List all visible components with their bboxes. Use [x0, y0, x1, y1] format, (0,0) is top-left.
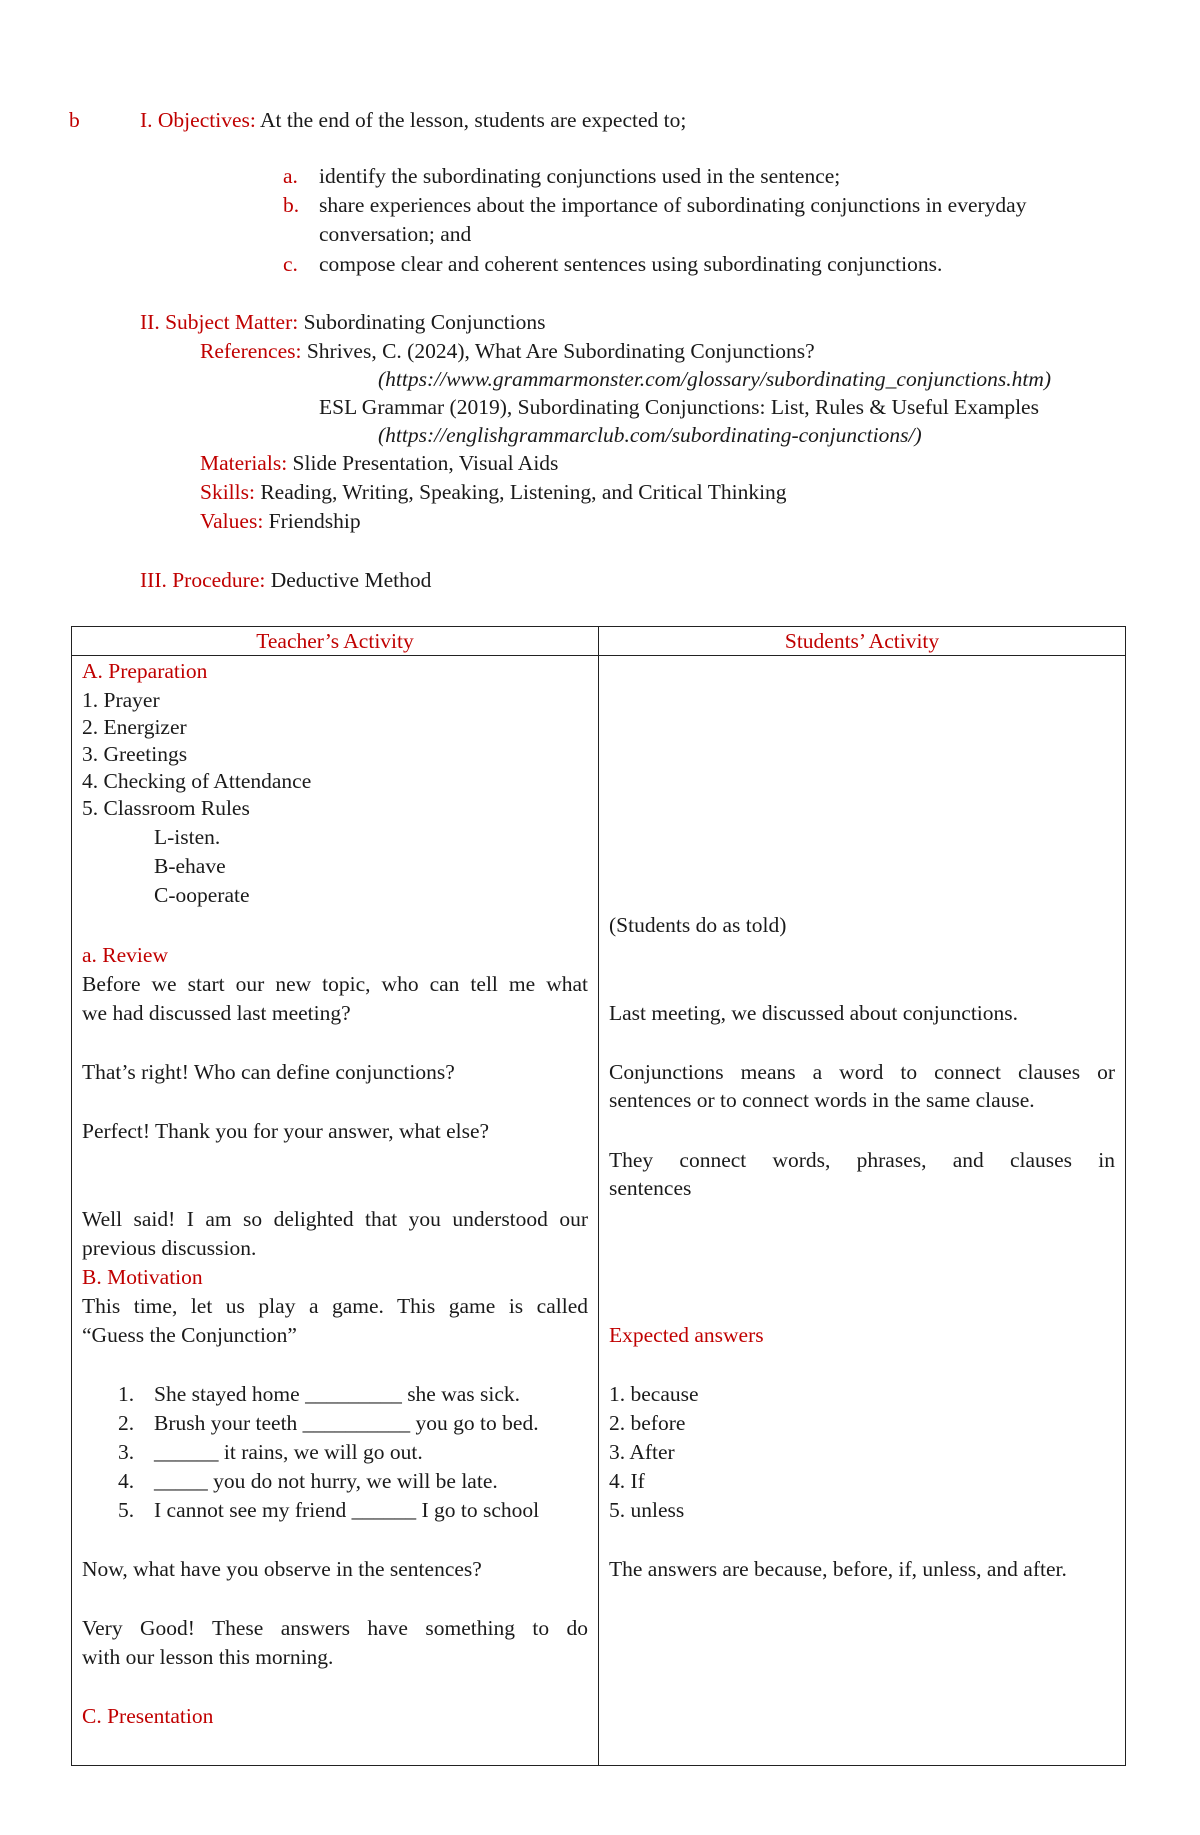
- expected-answer: 1. because: [609, 1382, 699, 1406]
- objective-text: identify the subordinating conjunctions used in the sentence;: [319, 164, 841, 188]
- review-question-1: Before we start our new topic, who can tell me what: [82, 972, 588, 996]
- students-connect-cont: sentences: [609, 1176, 692, 1200]
- review-question-3: Perfect! Thank you for your answer, what else?: [82, 1119, 490, 1143]
- expected-answer: 3. After: [609, 1440, 675, 1464]
- prep-item: 2. Energizer: [82, 715, 187, 739]
- materials-label: Materials:: [200, 451, 288, 475]
- objective-text: compose clear and coherent sentences using subordinating conjunctions.: [319, 252, 943, 276]
- skills-label: Skills:: [200, 480, 255, 504]
- expected-answer: 2. before: [609, 1411, 686, 1435]
- motivation-text: This time, let us play a game. This game is called: [82, 1294, 588, 1318]
- answers-summary: The answers are because, before, if, unless, and after.: [609, 1557, 1067, 1581]
- students-connect: They connect words, phrases, and clauses in: [609, 1148, 1115, 1172]
- objective-letter: b.: [283, 193, 300, 217]
- objective-letter: a.: [283, 164, 298, 188]
- procedure-value: Deductive Method: [270, 568, 432, 592]
- procedure-label: III. Procedure:: [140, 568, 266, 592]
- materials-line: [200, 451, 558, 476]
- review-praise: Well said! I am so delighted that you understood our: [82, 1207, 588, 1231]
- values-value: Friendship: [268, 509, 361, 533]
- game-item-number: 2.: [118, 1411, 135, 1435]
- students-column: [599, 656, 1126, 1766]
- values-line: [200, 509, 361, 534]
- subject-matter-label: II. Subject Matter:: [140, 310, 299, 334]
- game-item-number: 5.: [118, 1498, 135, 1522]
- students-do-as-told: (Students do as told): [609, 913, 787, 937]
- classroom-rule: L-isten.: [154, 825, 221, 849]
- game-item-text: ______ it rains, we will go out.: [154, 1440, 423, 1464]
- prep-item: 4. Checking of Attendance: [82, 769, 312, 793]
- observe-question: Now, what have you observe in the sentences?: [82, 1557, 482, 1581]
- section-marker: b: [69, 108, 80, 132]
- reference-2: ESL Grammar (2019), Subordinating Conjunctions: List, Rules & Useful Examples: [319, 395, 1039, 419]
- skills-line: [200, 480, 787, 505]
- procedure-table: [71, 626, 1126, 1766]
- values-label: Values:: [200, 509, 264, 533]
- review-heading: a. Review: [82, 943, 168, 967]
- game-item-text: Brush your teeth __________ you go to bed.: [154, 1411, 539, 1435]
- preparation-heading: A. Preparation: [82, 659, 208, 683]
- very-good-text: Very Good! These answers have something to do: [82, 1616, 588, 1640]
- references-line: [200, 339, 815, 364]
- review-praise-cont: previous discussion.: [82, 1236, 257, 1260]
- students-activity-header: Students’ Activity: [599, 627, 1126, 656]
- motivation-heading: B. Motivation: [82, 1265, 203, 1289]
- expected-answer: 5. unless: [609, 1498, 685, 1522]
- students-last-meeting: Last meeting, we discussed about conjunctions.: [609, 1001, 1019, 1025]
- review-question-2: That’s right! Who can define conjunctions?: [82, 1060, 455, 1084]
- game-item-number: 1.: [118, 1382, 135, 1406]
- objectives-intro: At the end of the lesson, students are expected to;: [260, 108, 687, 132]
- review-question-1-cont: we had discussed last meeting?: [82, 1001, 351, 1025]
- references-label: References:: [200, 339, 302, 363]
- students-definition-cont: sentences or to connect words in the same clause.: [609, 1088, 1035, 1112]
- objective-letter: c.: [283, 252, 298, 276]
- objectives-line: [140, 108, 686, 133]
- game-item-number: 3.: [118, 1440, 135, 1464]
- prep-item: 5. Classroom Rules: [82, 796, 250, 820]
- reference-1-url: (https://www.grammarmonster.com/glossary/subordinating_conjunctions.htm): [378, 367, 1052, 391]
- presentation-heading: C. Presentation: [82, 1704, 214, 1728]
- teacher-activity-header: Teacher’s Activity: [72, 627, 599, 656]
- expected-answers-heading: Expected answers: [609, 1323, 764, 1347]
- objective-text: share experiences about the importance of subordinating conjunctions in everyday: [319, 193, 1027, 217]
- game-item-text: _____ you do not hurry, we will be late.: [154, 1469, 498, 1493]
- skills-value: Reading, Writing, Speaking, Listening, and Critical Thinking: [260, 480, 787, 504]
- prep-item: 1. Prayer: [82, 688, 160, 712]
- game-item-number: 4.: [118, 1469, 135, 1493]
- expected-answer: 4. If: [609, 1469, 645, 1493]
- materials-value: Slide Presentation, Visual Aids: [292, 451, 559, 475]
- game-item-text: I cannot see my friend ______ I go to school: [154, 1498, 540, 1522]
- objectives-label: I. Objectives:: [140, 108, 256, 132]
- prep-item: 3. Greetings: [82, 742, 188, 766]
- very-good-text-cont: with our lesson this morning.: [82, 1645, 334, 1669]
- teacher-column: [72, 656, 599, 1766]
- classroom-rule: C-ooperate: [154, 883, 250, 907]
- reference-2-url: (https://englishgrammarclub.com/subordinating-conjunctions/): [378, 423, 922, 447]
- procedure-line: [140, 568, 431, 593]
- subject-matter-value: Subordinating Conjunctions: [303, 310, 546, 334]
- students-definition: Conjunctions means a word to connect clauses or: [609, 1060, 1115, 1084]
- classroom-rule: B-ehave: [154, 854, 226, 878]
- subject-matter-line: [140, 310, 545, 335]
- game-item-text: She stayed home _________ she was sick.: [154, 1382, 521, 1406]
- reference-1: Shrives, C. (2024), What Are Subordinating Conjunctions?: [306, 339, 815, 363]
- objective-text-continued: conversation; and: [319, 222, 472, 246]
- motivation-text-cont: “Guess the Conjunction”: [82, 1323, 297, 1347]
